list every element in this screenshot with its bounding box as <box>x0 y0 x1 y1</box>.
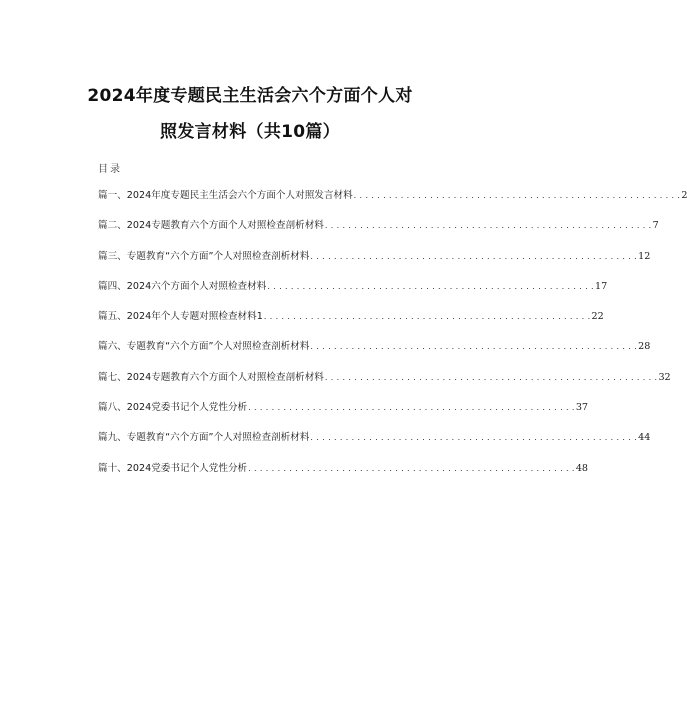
toc-heading: 目录 <box>98 164 122 175</box>
toc-entry-title: 篇十、2024党委书记个人党性分析 <box>98 462 248 474</box>
toc-leader-dots: . . . . . . . . . . . . . . . . . . . . . . . . . . . . . . . . . . . . . . . . . . . . . . . . . . . . . . . . <box>248 463 575 473</box>
toc-leader-dots: . . . . . . . . . . . . . . . . . . . . . . . . . . . . . . . . . . . . . . . . . . . . . . . . . . . . . . . . <box>267 281 594 291</box>
toc-entry[interactable] <box>98 338 651 368</box>
toc-entry-title: 篇九、专题教育“六个方面”个人对照检查剖析材料 <box>98 432 310 444</box>
toc-entry-page: 32 <box>658 371 671 383</box>
toc-entry-title: 篇八、2024党委书记个人党性分析 <box>98 402 248 414</box>
toc-entry[interactable] <box>98 429 651 459</box>
toc-entry[interactable] <box>98 369 671 399</box>
toc-entry[interactable] <box>98 278 608 308</box>
toc-entry[interactable] <box>98 248 651 278</box>
toc-entry-title: 篇四、2024六个方面个人对照检查材料 <box>98 280 267 292</box>
document-title-line-2: 照发言材料（共10篇） <box>160 122 340 142</box>
toc-entry[interactable] <box>98 308 604 338</box>
table-of-contents <box>98 187 687 490</box>
toc-entry-page: 44 <box>638 432 651 444</box>
toc-entry-page: 48 <box>575 462 589 474</box>
toc-leader-dots: . . . . . . . . . . . . . . . . . . . . . . . . . . . . . . . . . . . . . . . . . . . . . . . . . . . . . . . . <box>310 342 638 352</box>
toc-leader-dots: . . . . . . . . . . . . . . . . . . . . . . . . . . . . . . . . . . . . . . . . . . . . . . . . . . . . . . . . <box>248 403 575 413</box>
toc-entry[interactable] <box>98 217 659 247</box>
toc-entry-title: 篇二、2024专题教育六个方面个人对照检查剖析材料 <box>98 220 324 232</box>
toc-entry-page: 28 <box>638 341 651 353</box>
toc-entry-title: 篇五、2024年个人专题对照检查材料1 <box>98 311 263 323</box>
toc-entry[interactable] <box>98 187 687 217</box>
toc-entry-title: 篇三、专题教育“六个方面”个人对照检查剖析材料 <box>98 250 310 262</box>
toc-entry-page: 12 <box>638 250 651 262</box>
toc-entry-title: 篇一、2024年度专题民主生活会六个方面个人对照发言材料 <box>98 190 353 201</box>
toc-entry-title: 篇七、2024专题教育六个方面个人对照检查剖析材料 <box>98 371 324 383</box>
toc-entry-page: 2 <box>681 190 687 201</box>
toc-entry-page: 7 <box>652 220 659 232</box>
toc-leader-dots: . . . . . . . . . . . . . . . . . . . . . . . . . . . . . . . . . . . . . . . . . . . . . . . . . . . . . . . . <box>353 191 681 200</box>
toc-entry[interactable] <box>98 399 589 429</box>
toc-entry-page: 37 <box>575 402 589 414</box>
toc-leader-dots: . . . . . . . . . . . . . . . . . . . . . . . . . . . . . . . . . . . . . . . . . . . . . . . . . . . . . . . . <box>310 251 638 261</box>
toc-leader-dots: . . . . . . . . . . . . . . . . . . . . . . . . . . . . . . . . . . . . . . . . . . . . . . . . . . . . . . . . . <box>324 372 658 382</box>
toc-entry-title: 篇六、专题教育“六个方面”个人对照检查剖析材料 <box>98 341 310 353</box>
toc-entry-page: 22 <box>591 311 604 323</box>
document-title-line-1: 2024年度专题民主生活会六个方面个人对 <box>87 86 413 106</box>
toc-entry[interactable] <box>98 460 589 490</box>
toc-leader-dots: . . . . . . . . . . . . . . . . . . . . . . . . . . . . . . . . . . . . . . . . . . . . . . . . . . . . . . . . <box>310 433 638 443</box>
toc-leader-dots: . . . . . . . . . . . . . . . . . . . . . . . . . . . . . . . . . . . . . . . . . . . . . . . . . . . . . . . . <box>263 312 591 322</box>
toc-leader-dots: . . . . . . . . . . . . . . . . . . . . . . . . . . . . . . . . . . . . . . . . . . . . . . . . . . . . . . . . <box>324 221 652 231</box>
toc-entry-page: 17 <box>595 280 608 292</box>
